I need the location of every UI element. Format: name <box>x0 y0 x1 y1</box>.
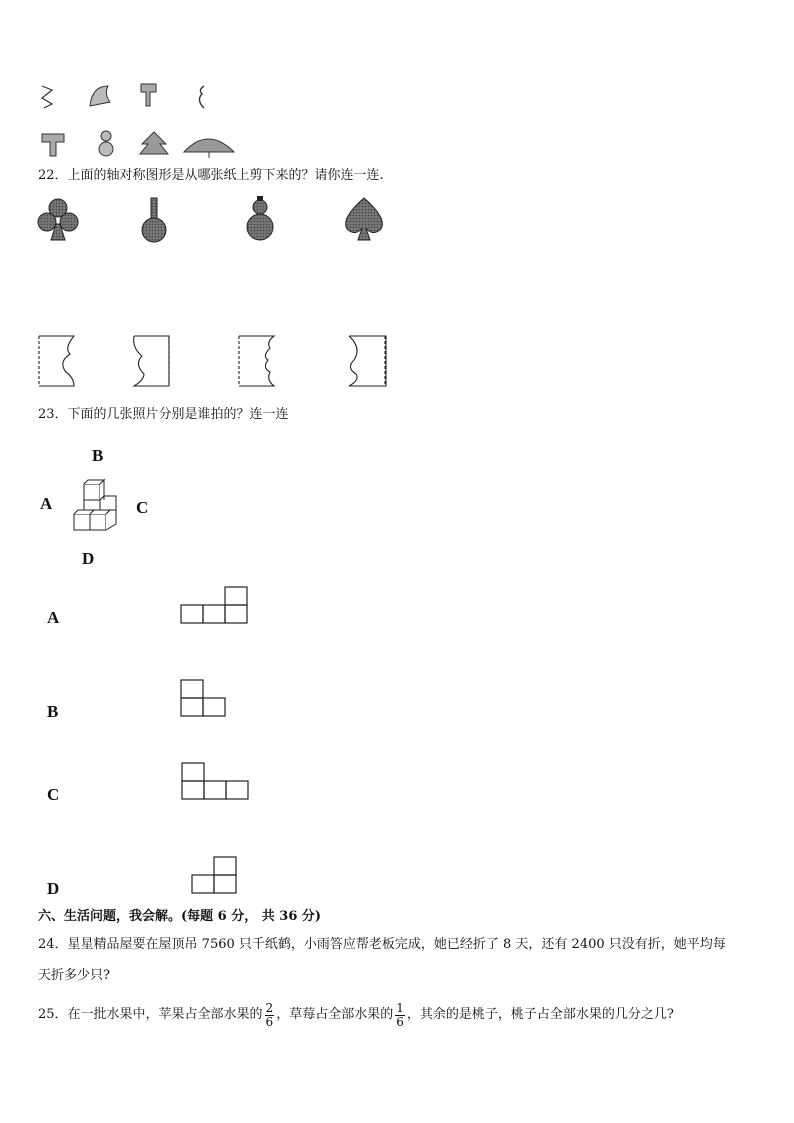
diamond-tree-shape-icon <box>140 132 168 154</box>
photo-label-d: D <box>47 879 60 898</box>
folded-paper-3 <box>239 336 274 386</box>
fraction-apple-numerator: 2 <box>265 1000 274 1015</box>
half-umbrella-icon <box>90 86 110 106</box>
symmetric-shapes <box>34 196 394 248</box>
photo-label-c: C <box>47 785 60 804</box>
fraction-apple <box>265 1002 275 1029</box>
lamp-shape-icon <box>42 134 64 156</box>
view-label-top: B <box>92 446 104 465</box>
cutout-shapes-row-1 <box>36 80 216 112</box>
view-photo-b <box>180 679 230 719</box>
fraction-strawberry <box>395 1002 405 1029</box>
zigzag-shape-icon <box>42 86 52 108</box>
pan-icon <box>142 198 166 242</box>
folded-paper-4 <box>349 336 386 386</box>
view-photo-c <box>181 762 253 802</box>
cube-stack-figure <box>70 480 120 534</box>
cutout-shapes-row-2 <box>38 128 238 160</box>
folded-paper-1 <box>39 336 74 386</box>
gourd-icon <box>247 196 273 240</box>
view-label-left: A <box>40 494 53 513</box>
question-22: 22．上面的轴对称图形是从哪张纸上剪下来的？请你连一连. <box>38 168 384 183</box>
spade-icon <box>346 198 383 240</box>
question-25-part-2: ，草莓占全部水果的 <box>276 1007 394 1022</box>
question-25-part-1: 25．在一批水果中，苹果占全部水果的 <box>38 1007 263 1022</box>
umbrella-shape-icon <box>184 139 234 158</box>
folded-paper-2 <box>134 336 169 386</box>
question-23: 23．下面的几张照片分别是谁拍的？连一连 <box>38 407 289 422</box>
photo-label-b: B <box>47 702 59 721</box>
club-icon <box>38 199 78 240</box>
fraction-strawberry-denominator: 6 <box>396 1014 404 1029</box>
snowman-shape-icon <box>99 131 113 156</box>
view-label-right: C <box>136 498 149 517</box>
section-6-title: 六、生活问题，我会解。(每题 6 分， 共 36 分) <box>38 909 322 924</box>
folded-papers <box>36 334 396 390</box>
fraction-apple-denominator: 6 <box>265 1014 274 1029</box>
fraction-strawberry-numerator: 1 <box>396 1000 404 1015</box>
question-24-line-1: 24．星星精品屋要在屋顶吊 7560 只千纸鹤，小雨答应帮老板完成，她已经折了 8 天，还有 2400 只没有折，她平均每 <box>38 937 726 952</box>
half-lamp-icon <box>141 84 156 106</box>
question-25-part-3: ，其余的是桃子，桃子占全部水果的几分之几? <box>406 1007 674 1022</box>
question-24-line-2: 天折多少只? <box>38 968 110 983</box>
view-photo-d <box>191 856 241 896</box>
half-gourd-icon <box>199 86 204 108</box>
view-label-bottom: D <box>82 549 95 568</box>
photo-label-a: A <box>47 608 60 627</box>
view-photo-a <box>180 586 250 626</box>
question-25 <box>38 997 674 1033</box>
